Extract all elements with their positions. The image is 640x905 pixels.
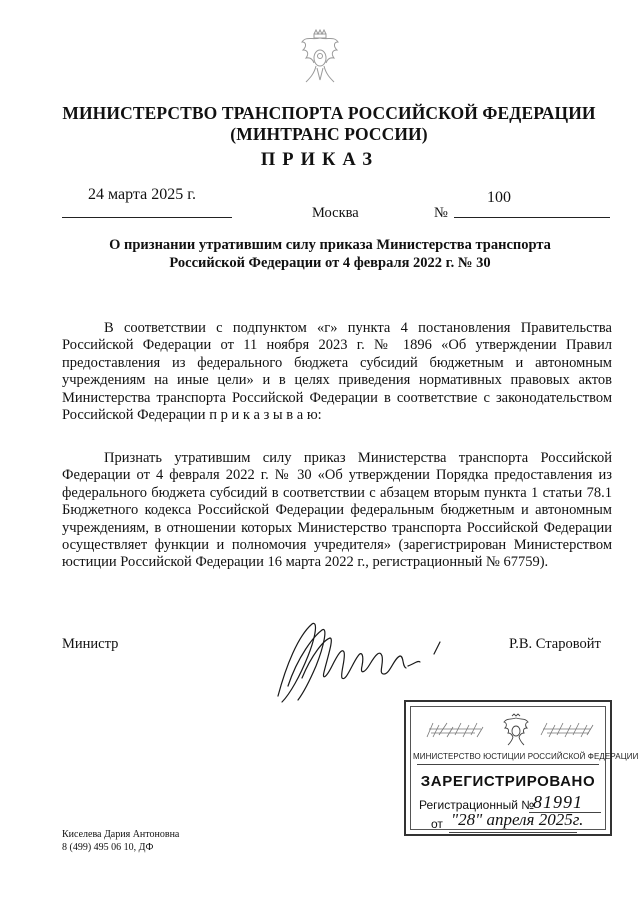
registration-stamp [404,700,639,836]
stamp-emblem-icon [503,713,529,747]
body-paragraph-2: Признать утратившим силу приказ Министерства транспорта Российской Федерации от 4 февраля 2022 г. № 30 «Об утверждении Порядка предоставления из федерального бюджета субсидий в соответствии с абзацем вторым пункта 1 статьи 78.1 Бюджетного кодекса Российской Федерации федеральным бюджетным и автономным учреждениям, в отношении которых Министерство транспорта Российской Федерации осуществляет функции и полномочия учредителя» (зарегистрирован Министерством юстиции Российской Федерации 16 марта 2022 г., регистрационный № 67759). [62,450,612,571]
ministry-line-2: (МИНТРАНС РОССИИ) [230,124,428,144]
document-type: ПРИКАЗ [260,150,380,170]
stamp-date-label: от [431,817,443,831]
ministry-name [40,103,618,145]
stamp-reg-number: 81991 [533,792,583,812]
coat-of-arms-icon [300,28,340,86]
title-line-1: О признании утратившим силу приказа Министерства транспорта [109,237,551,253]
executor-info [62,828,179,854]
stamp-texture-left [425,719,485,741]
title-line-2: Российской Федерации от 4 февраля 2022 г. № 30 [169,255,491,271]
stamp-frame [410,706,639,831]
order-title [70,236,590,272]
executor-phone: 8 (499) 495 06 10, ДФ [62,842,154,853]
date-underline [62,217,232,218]
order-number: 100 [487,189,511,206]
signatory-name: Р.В. Старовойт [509,636,601,652]
executor-name: Киселева Дария Антоновна [62,829,180,840]
stamp-reg-label: Регистрационный № [419,798,535,812]
order-city: Москва [312,205,359,221]
stamp-ministry: МИНИСТЕРСТВО ЮСТИЦИИ РОССИЙСКОЙ ФЕДЕРАЦИИ [413,752,639,761]
order-number-label: № [434,205,448,221]
stamp-date-underline [449,832,577,833]
body-paragraph-1: В соответствии с подпунктом «г» пункта 4 постановления Правительства Российской Федерации от 11 ноября 2023 г. № 1896 «Об утверждении Правил предоставления из федерального бюджета субсидий бюджетным и автономным учреждениям на иные цели» и в целях приведения нормативных правовых актов Министерства транспорта Российской Федерации в соответствие с законодательством Российской Федерации п р и к а з ы в а ю: [62,320,612,424]
ministry-line-1: МИНИСТЕРСТВО ТРАНСПОРТА РОССИЙСКОЙ ФЕДЕРАЦИИ [62,103,596,123]
handwritten-signature [268,616,454,712]
number-underline [454,217,610,218]
stamp-registered: ЗАРЕГИСТРИРОВАНО [420,773,596,790]
order-date: 24 марта 2025 г. [88,186,196,203]
stamp-texture-right [539,719,595,741]
stamp-divider [417,764,599,765]
stamp-date: "28" апреля 2025г. [451,810,584,829]
signatory-position: Министр [62,636,119,652]
